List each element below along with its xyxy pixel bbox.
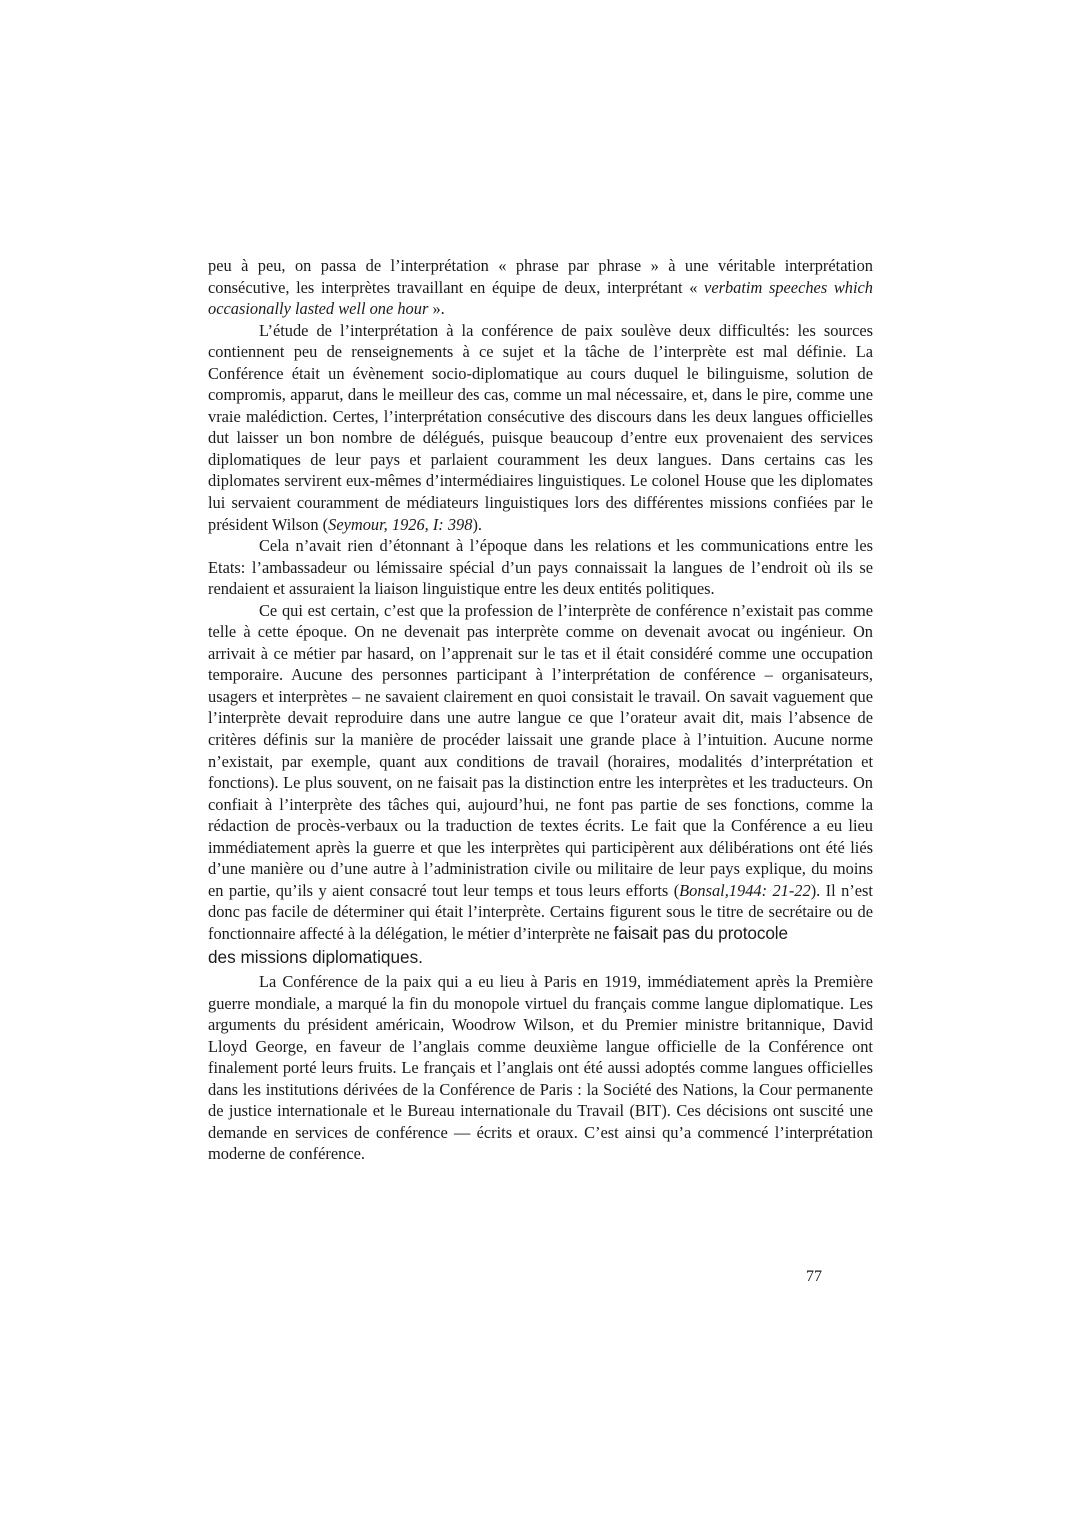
page-number: 77 <box>806 1268 822 1285</box>
page-body <box>208 255 873 1165</box>
paragraph-5-text: La Conférence de la paix qui a eu lieu à Paris en 1919, immédiatement après la Première guerre mondiale, a marqué la fin du monopole virtuel du français comme langue diplomatique. Les arguments du président américain, Woodrow Wilson, et du Premier ministre britannique, David Lloyd George, en faveur de l’anglais comme deuxième langue officielle de la Conférence ont finalement porté leurs fruits. Le français et l’anglais ont été aussi adoptés comme langues officielles dans les institutions dérivées de la Conférence de Paris : la Société des Nations, la Cour permanente de justice internationale et le Bureau internationale du Travail (BIT). Ces décisions ont suscité une demande en services de conférence — écrits et oraux. C’est ainsi qu’a commencé l’interprétation moderne de conférence. <box>208 972 873 1164</box>
paragraph-4-sans-tail: faisait pas du protocole <box>613 922 788 943</box>
paragraph-1-text: peu à peu, on passa de l’interprétation « phrase par phrase » à une véritable interprétation consécutive, les interprètes travaillant en équipe de deux, interprétant « <box>208 256 873 297</box>
paragraph-4-text: Ce qui est certain, c’est que la profession de l’interprète de conférence n’existait pas comme telle à cette époque. On ne devenait pas interprète comme on devenait avocat ou ingénieur. On arrivait à ce métier par hasard, on l’apprenait sur le tas et il était considéré comme une occupation temporaire. Aucune des personnes participant à l’interprétation de conférence – organisateurs, usagers et interprètes – ne savaient clairement en quoi consistait le travail. On savait vaguement que l’interprète devait reproduire dans une autre langue ce que l’orateur avait dit, mais l’absence de critères définis sur la manière de procéder laissait une grande place à l’intuition. Aucune norme n’existait, par exemple, quant aux conditions de travail (horaires, modalités d’interprétation et fonctions). Le plus souvent, on ne faisait pas la distinction entre les interprètes et les traducteurs. On confiait à l’interprète des tâches qui, aujourd’hui, ne font pas partie de ses fonctions, comme la rédaction de procès-verbaux ou la traduction de textes écrits. Le fait que la Conférence a eu lieu immédiatement après la guerre et que les interprètes qui participèrent aux délibérations ont été liés d’une manière ou d’une autre à l’administration civile ou militaire de leur pays explique, du moins en partie, qu’ils y aient consacré tout leur temps et tous leurs efforts ( <box>208 600 873 900</box>
paragraph-1-quote: verbatim speeches which occasionally lasted well one hour <box>208 277 873 319</box>
paragraph-5 <box>208 971 873 1165</box>
paragraph-2-end: ). <box>472 514 483 534</box>
paragraph-2-citation: Seymour, 1926, I: 398 <box>328 514 473 534</box>
paragraph-2-text: L’étude de l’interprétation à la conférence de paix soulève deux difficultés: les sources contiennent peu de renseignements à ce sujet et la tâche de l’interprète est mal définie. La Conférence était un évènement socio-diplomatique au cours duquel le bilinguisme, solution de compromis, apparut, dans le meilleur des cas, comme un mal nécessaire, et, dans le pire, comme une vraie malédiction. Certes, l’interprétation consécutive des discours dans les deux langues officielles dut laisser un bon nombre de délégués, puisque beaucoup d’entre eux provenaient des services diplomatiques de leur pays et parlaient couramment les deux langues. Dans certains cas les diplomates servirent eux-mêmes d’intermédiaires linguistiques. Le colonel House que les diplomates lui servaient couramment de médiateurs linguistiques lors des différentes missions confiées par le président Wilson ( <box>208 320 873 534</box>
paragraph-2 <box>208 320 873 535</box>
paragraph-3-text: Cela n’avait rien d’étonnant à l’époque dans les relations et les communications entre les Etats: l’ambassadeur ou lémissaire spécial d’un pays connaissait la langues de l’endroit où ils se rendaient et assuraient la liaison linguistique entre les deux entités politiques. <box>208 536 873 599</box>
paragraph-4-citation: Bonsal,1944: 21-22 <box>679 880 811 900</box>
paragraph-1 <box>208 255 873 320</box>
paragraph-4-sans-line: des missions diplomatiques. <box>208 946 423 967</box>
paragraph-3 <box>208 535 873 600</box>
paragraph-4 <box>208 600 873 968</box>
paragraph-4-continued: ). Il n’est donc pas facile de déterminer qui était l’interprète. Certains figurent sous le titre de secrétaire ou de fonctionnaire affecté à la délégation, le métier d’interprète ne <box>208 880 873 943</box>
paragraph-1-end: ». <box>428 299 445 319</box>
